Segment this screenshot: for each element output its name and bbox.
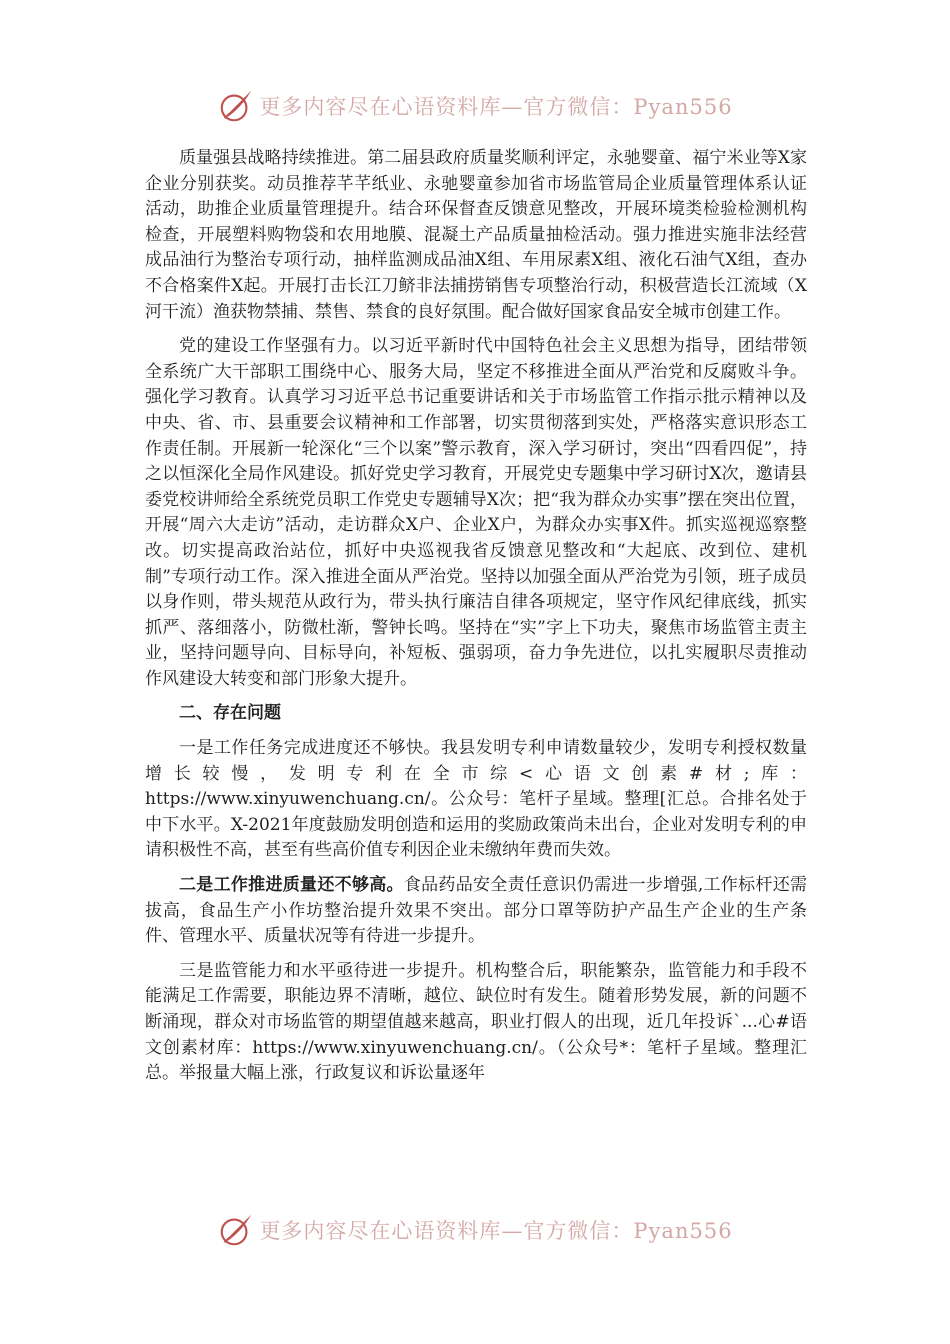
paragraph-problem-1: 一是工作任务完成进度还不够快。我县发明专利申请数量较少，发明专利授权数量增长较慢，发明专利在全市综<心语文创素#材;库：https://www.xinyuwenchuang.cn/。公众号：笔杆子星域。整理[汇总。合排名处于中下水平。X-2021年度鼓励发明创造和运用的奖励政策尚未出台，企业对发明专利的申请积极性不高，甚至有些高价值专利因企业未缴纳年费而失效。 [145,738,807,861]
watermark-text: 更多内容尽在心语资料库—官方微信：Pyan556 [259,95,733,119]
paragraph-party-building: 党的建设工作坚强有力。以习近平新时代中国特色社会主义思想为指导，团结带领全系统广大干部职工围绕中心、服务大局，坚定不移推进全面从严治党和反腐败斗争。强化学习教育。认真学习习近平总书记重要讲话和关于市场监管工作指示批示精神以及中央、省、市、县重要会议精神和工作部署，切实贯彻落到实处，严格落实意识形态工作责任制。开展新一轮深化“三个以案”警示教育，深入学习研讨，突出“四看四促”，持之以恒深化全局作风建设。抓好党史学习教育，开展党史专题集中学习研讨X次，邀请县委党校讲师给全系统党员职工作党史专题辅导X次；把“我为群众办实事”摆在突出位置，开展“周六大走访”活动，走访群众X户、企业X户，为群众办实事X件。抓实巡视巡察整改。切实提高政治站位，抓好中央巡视我省反馈意见整改和“大起底、改到位、建机制”专项行动工作。深入推进全面从严治党。坚持以加强全面从严治党为引领，班子成员以身作则，带头规范从政行为，带头执行廉洁自律各项规定，坚守作风纪律底线，抓实抓严、落细落小，防微杜渐，警钟长鸣。坚持在“实”字上下功夫，聚焦市场监管主责主业，坚持问题导向、目标导向，补短板、强弱项，奋力争先进位，以扎实履职尽责推动作风建设大转变和部门形象大提升。 [145,336,807,689]
watermark-text: 更多内容尽在心语资料库—官方微信：Pyan556 [259,1219,733,1243]
paragraph-quality: 质量强县战略持续推进。第二届县政府质量奖顺利评定，永驰婴童、福宁米业等X家企业分别获奖。动员推荐芊芊纸业、永驰婴童参加省市场监管局企业质量管理体系认证活动，助推企业质量管理提升。结合环保督查反馈意见整改，开展环境类检验检测机构检查，开展塑料购物袋和农用地膜、混凝土产品质量抽检活动。强力推进实施非法经营成品油行为整治专项行动，抽样监测成品油X组、车用尿素X组、液化石油气X组，查办不合格案件X起。开展打击长江刀鲚非法捕捞销售专项整治行动，积极营造长江流域（X河干流）渔获物禁捕、禁售、禁食的良好氛围。配合做好国家食品安全城市创建工作。 [145,148,807,322]
watermark-banner-bottom [0,1210,950,1250]
paragraph-problem-2 [145,873,807,950]
paragraph-problem-3: 三是监管能力和水平亟待进一步提升。机构整合后，职能繁杂，监管能力和手段不能满足工作需要，职能边界不清晰，越位、缺位时有发生。随着形势发展，新的问题不断涌现，群众对市场监管的期望值越来越高，职业打假人的出现，近几年投诉`...心#语文创素材库：https://www.xinyuwenchuang.cn/。（公众号*：笔杆子星域。整理汇总。举报量大幅上涨，行政复议和诉讼量逐年 [145,960,807,1084]
problem-2-text: 食品药品安全责任意识仍需进一步增强,工作标杆还需拔高，食品生产小作坊整治提升效果不突出。部分口罩等防护产品生产企业的生产条件、管理水平、质量状况等有待进一步提升。 [145,875,807,947]
document-body [145,146,807,1096]
quill-pen-logo-icon [217,87,255,125]
problem-2-lead: 二是工作推进质量还不够高。 [179,875,404,896]
quill-pen-logo-icon [217,1211,255,1249]
section-heading: 二、存在问题 [179,703,281,724]
watermark-banner-top [0,86,950,126]
